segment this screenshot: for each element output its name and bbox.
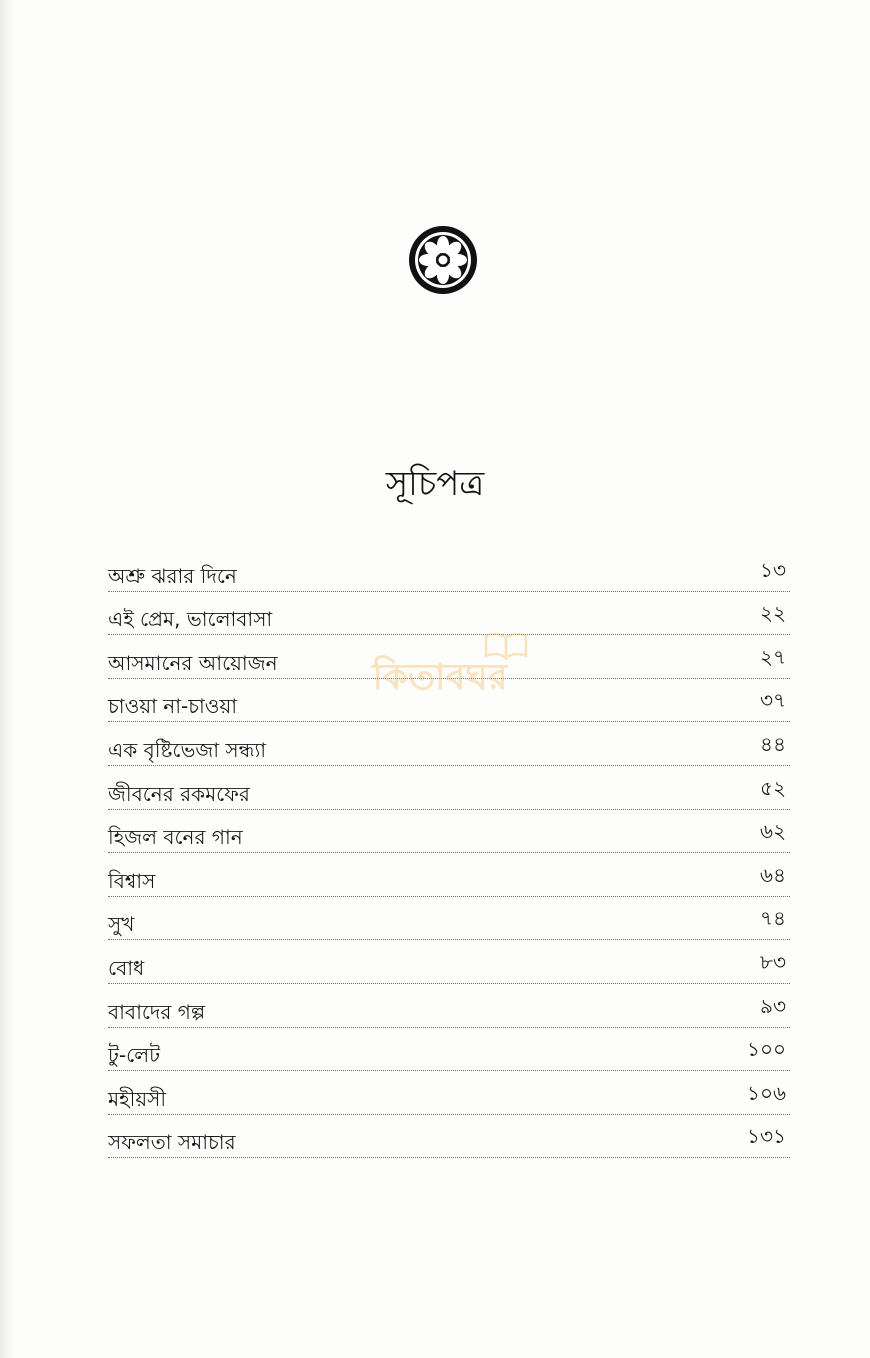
toc-entry (108, 853, 790, 897)
toc-entry-page-number: ৫২ (760, 775, 786, 800)
toc-entry-page-number: ৬৪ (760, 862, 786, 887)
toc-entry-page-number: ৯৩ (760, 993, 786, 1018)
toc-entry (108, 548, 790, 592)
toc-entry-title: সফলতা সমাচার (108, 1130, 236, 1155)
toc-entry (108, 1115, 790, 1159)
toc-entry-title: মহীয়সী (108, 1086, 167, 1111)
toc-entry (108, 635, 790, 679)
toc-entry (108, 810, 790, 854)
toc-entry-page-number: ৪৪ (760, 731, 786, 756)
table-of-contents (108, 548, 790, 1158)
spine-shadow (0, 0, 14, 1358)
toc-entry-title: চাওয়া না-চাওয়া (108, 694, 238, 719)
toc-entry (108, 1028, 790, 1072)
toc-entry (108, 1071, 790, 1115)
toc-entry (108, 940, 790, 984)
toc-entry-page-number: ১০৬ (747, 1080, 786, 1105)
toc-entry-page-number: ১০০ (747, 1037, 786, 1062)
toc-entry-page-number: ৬২ (759, 819, 786, 844)
toc-entry-title: এই প্রেম, ভালোবাসা (108, 607, 273, 632)
toc-entry (108, 679, 790, 723)
toc-entry-title: আসমানের আয়োজন (108, 650, 278, 675)
toc-entry (108, 766, 790, 810)
toc-entry-title: হিজল বনের গান (108, 825, 243, 850)
toc-entry-title: টু-লেট (108, 1043, 161, 1068)
toc-entry-page-number: ১৩ (760, 557, 786, 582)
toc-entry-title: বাবাদের গল্প (108, 999, 206, 1024)
toc-entry-title: অশ্রু ঝরার দিনে (108, 563, 237, 588)
toc-entry-page-number: ৮৩ (760, 949, 786, 974)
toc-entry-title: বিশ্বাস (108, 868, 156, 893)
toc-entry-title: বোধ (108, 955, 145, 980)
flower-ornament-icon (408, 225, 478, 295)
toc-entry-page-number: ৩৭ (759, 688, 786, 713)
watermark-text: কিতাবঘর (372, 657, 508, 698)
toc-entry-title: এক বৃষ্টিভেজা সন্ধ্যা (108, 737, 267, 762)
toc-entry-page-number: ২২ (759, 601, 786, 626)
toc-entry-page-number: ৭৪ (760, 906, 786, 931)
toc-entry (108, 984, 790, 1028)
page-title: সূচিপত্র (385, 464, 485, 504)
toc-entry (108, 722, 790, 766)
toc-entry (108, 897, 790, 941)
toc-entry-title: সুখ (108, 912, 135, 937)
toc-entry-title: জীবনের রকমফের (108, 781, 250, 806)
toc-entry-page-number: ১৩১ (747, 1124, 786, 1149)
toc-entry (108, 592, 790, 636)
toc-entry-page-number: ২৭ (759, 644, 786, 669)
